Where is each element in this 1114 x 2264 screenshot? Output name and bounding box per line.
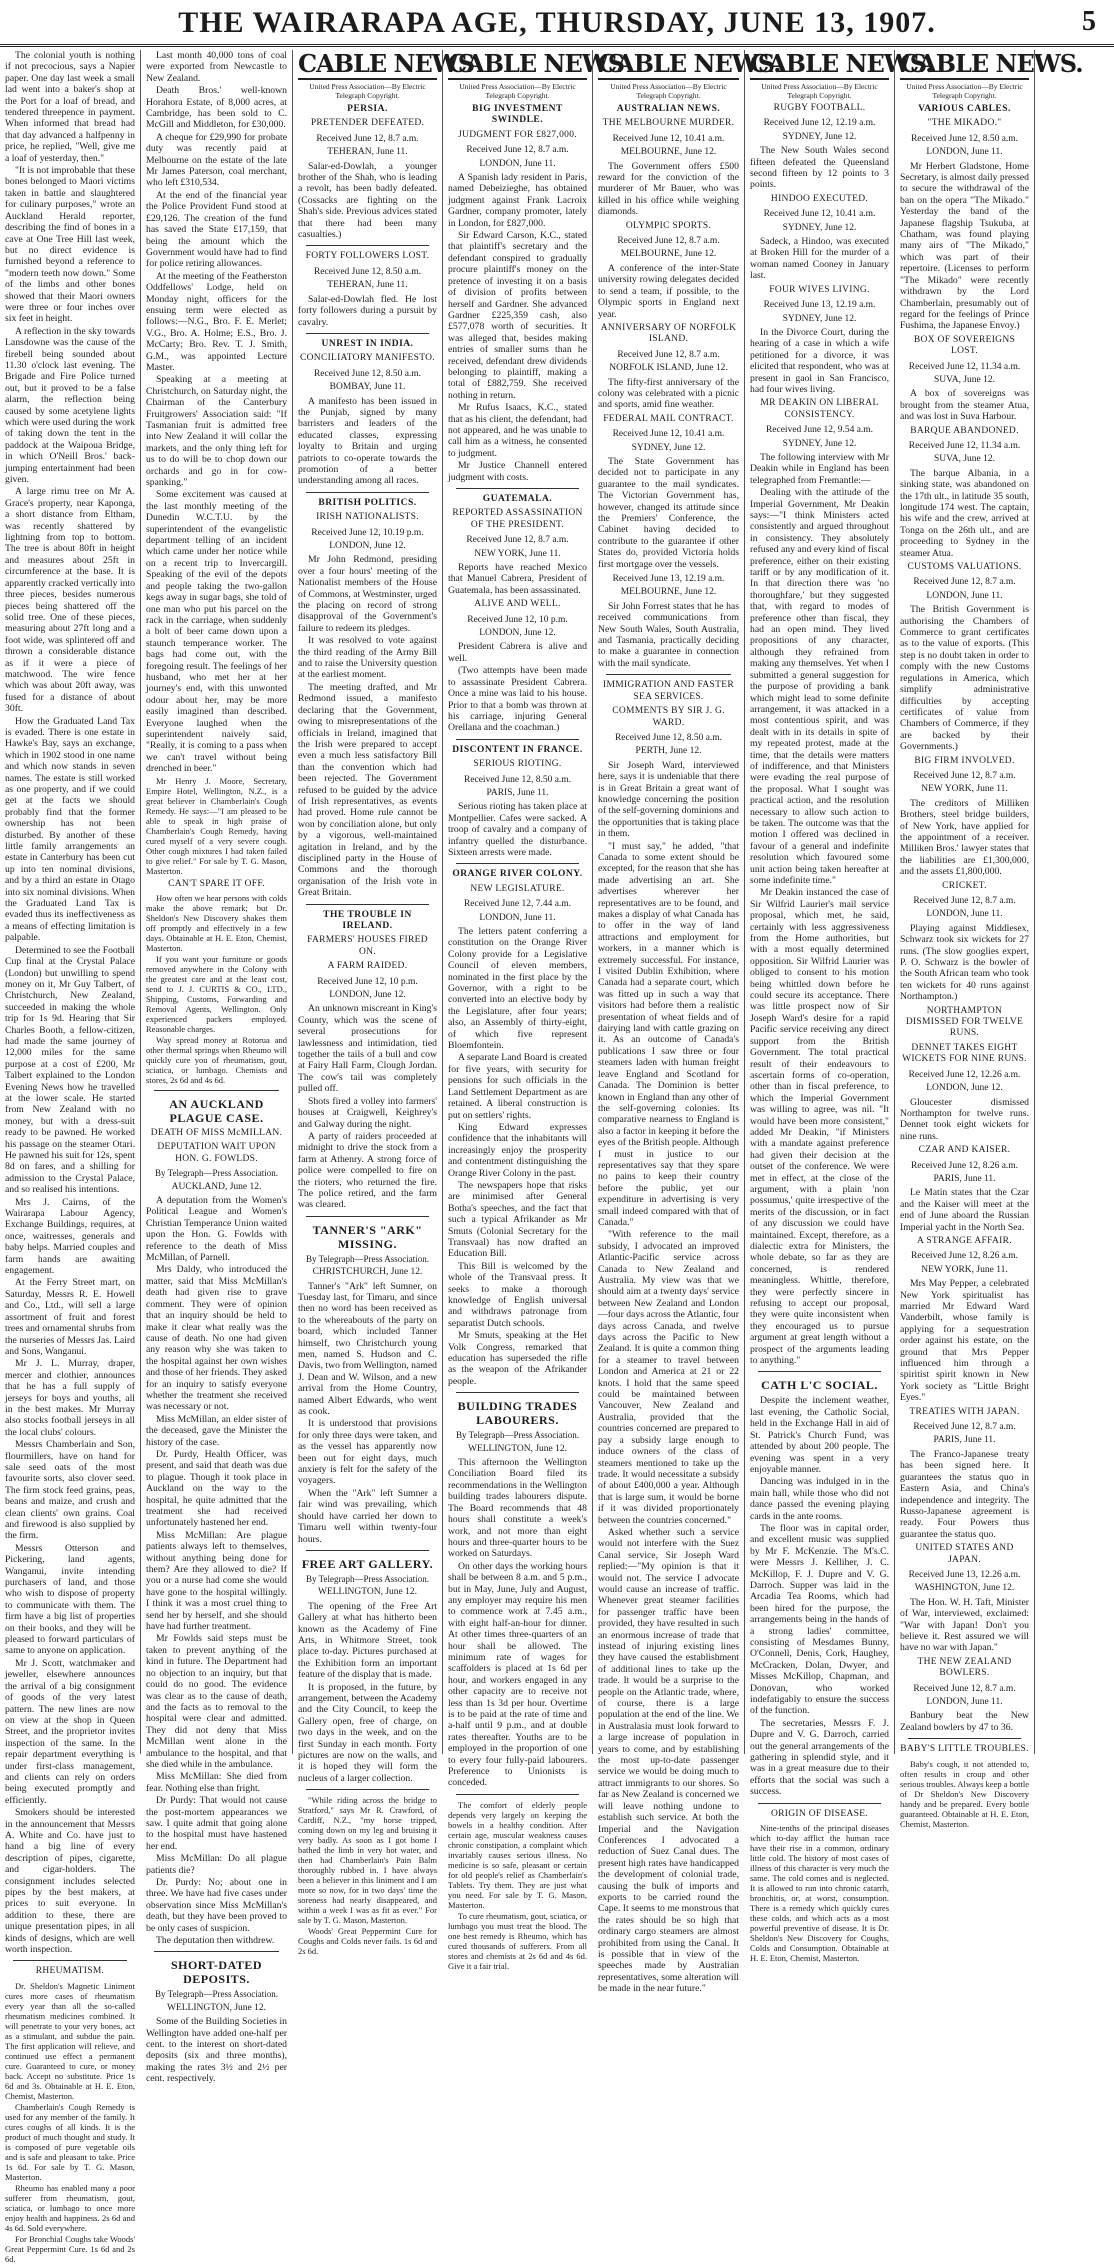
divider	[306, 245, 429, 246]
received-time: Received June 13, 12.19 a.m.	[763, 300, 876, 311]
column-cable-news-3	[592, 49, 781, 1995]
dateline: SYDNEY, June 12.	[782, 313, 857, 324]
divider	[456, 863, 579, 864]
divider	[456, 739, 579, 740]
divider	[456, 1794, 579, 1795]
divider	[306, 1216, 429, 1217]
paragraph: The fifty-first anniversary of the colony was celebrated with a picnic and sports, amid fine weather.	[598, 376, 739, 411]
paragraph: Dr Purdy: That would not cause the post-mortem appearances we saw. I quite admit that going alone to the hospital must have hastened her end.	[146, 1795, 287, 1852]
dateline: SUVA, June 12.	[933, 454, 996, 465]
dateline: TEHERAN, June 11.	[327, 280, 408, 291]
dateline: LONDON, June 11.	[926, 590, 1003, 601]
paragraph: A Spanish lady resident in Paris, named Debeizieghe, has obtained judgment against Frank Lacroix Gardner, company promoter, lately in London, for £827,000.	[448, 172, 587, 229]
paragraph: "With reference to the mail subsidy, I advocated an improved Atlantic-Pacific service across Canada to New Zealand and Australia. My view was that we should aim at a twenty days' service between New Zealand and London—four days across the Atlantic, four days across Canada, and twelve days across the Pacific to New Zealand. It is quite a common thing for a steamer to travel between London and America at 21 or 22 knots. I hold that the same speed could be maintained between Vancouver, New Zealand and Australia, provided that the countries concerned are prepared to pay a subsidy large enough to induce owners of the class of steamers mentioned to take up the trade. It would necessitate a subsidy of about £400,000 a year. Although that is large sum, it would be borne if it was divided proportionately between the countries concerned."	[598, 1229, 739, 1526]
paragraph: Banbury beat the New Zealand bowlers by 47 to 36.	[900, 1710, 1029, 1733]
paragraph: Salar-ed-Dowlah fled. He lost forty followers during a pursuit by cavalry.	[298, 293, 437, 328]
column-cable-news-5	[894, 49, 1083, 1829]
paragraph: Sir Joseph Ward, interviewed here, says it is undeniable that there is in Great Britain a great want of knowledge concerning the position of the self-governing dominions and the opportunities that is taking place in them.	[598, 759, 739, 840]
dateline: NEW YORK, June 11.	[474, 548, 561, 559]
divider	[908, 1738, 1021, 1739]
dateline: LONDON, June 11.	[926, 1697, 1003, 1707]
divider	[456, 1392, 579, 1393]
paragraph: Messrs Chamberlain and Son, flourmillers, have on hand for sale seed oats of the most favourite sorts, also clover seed. The firm stock feed grains, peas, beans and maize, and crush and clean clients' own grains. Coal and firewood is also supplied by the firm.	[5, 1439, 135, 1542]
paragraph: A box of sovereigns was brought from the steamer Atua, and was lost in Suva Harbour.	[900, 388, 1029, 423]
received-time: Received June 12, 7.44 a.m.	[463, 899, 572, 910]
column-cable-news-1	[292, 49, 475, 1957]
paragraph: The creditors of Milliken Brothers, steel bridge builders, of New York, have applied for the appointment of a receiver. Milliken Bros.' lawyer states that the liabilities are £1,300,000, and the assets £1,800,000.	[900, 797, 1029, 878]
paragraph: Miss McMillan: Do all plague patients die?	[146, 1853, 287, 1876]
received-time: Received June 12, 8.7 a.m.	[316, 133, 419, 144]
section-heading: VARIOUS CABLES.	[918, 104, 1011, 114]
dateline: LONDON, June 11.	[926, 909, 1003, 920]
divider	[306, 904, 429, 905]
paragraph: At the Ferry Street mart, on Saturday, Messrs R. E. Howell and Co., Ltd., will sell a large assortment of fruit and forest trees and ornamental shrubs from the nurseries of Messrs Jas. Laird and Sons, Wanganui.	[5, 1277, 135, 1357]
advertisement: Woods' Great Peppermint Cure for Coughs and Colds never fails. 1s 6d and 2s 6d.	[298, 1926, 437, 1957]
dateline: LONDON, June 12.	[329, 541, 406, 551]
section-heading: AUSTRALIAN NEWS.	[616, 104, 721, 114]
column-cable-news-4	[744, 49, 933, 1964]
dateline: AUCKLAND, June 12.	[171, 1181, 262, 1192]
paragraph: On other days the working hours shall be between 8 a.m. and 5 p.m., but in May, June, July and August, any employer may require his men to commence work at 7.45 a.m., with eight half-an-hour for dinner. At other times three-quarters of an hour shall be allowed. The minimum rate of wages for scaffolders is placed at 1s 6d per hour, and workers engaged in any other capacity are to receive not less than 1s 3d per hour. Overtime is to be paid at the rate of time and a-half until 9 p.m., and at double rates thereafter. Youths are to be employed in the proportion of one to every four fully-paid labourers. Preference to Unionists is conceded.	[448, 1560, 587, 1789]
paragraph: The Government offers £500 reward for the conviction of the murderer of Mr Bauer, who was killed in his office while weighing diamonds.	[598, 160, 739, 218]
advertisement: For Bronchial Coughs take Woods' Great Peppermint Cure. 1s 6d and 2s 6d.	[5, 2233, 135, 2264]
dateline: PARIS, June 11.	[933, 1435, 996, 1446]
byline: By Telegraph—Press Association.	[155, 1989, 278, 2000]
paragraph: The Franco-Japanese treaty has been signed here. It guarantees the status quo in Eastern Asia, and China's independence and integrity. The Russo-Japanese agreement is ready. Four Powers thus guarantee the status quo.	[900, 1448, 1029, 1540]
paragraph: The meeting drafted, and Mr Redmond issued, a manifesto declaring that the Government, owing to misrepresentations of the officials in Ireland, imagined that the Irish were prepared to accept even a much less satisfactory Bill than the convention which had been rejected. The Government refused to be guided by the advice of Irish representatives, as events had proved. Home rule cannot be won by conciliation alone, but only by a vigorous, well-maintained agitation in Ireland, and by the disciplined party in the House of Commons and the thorough organisation of the Irish vote in Great Britain.	[298, 681, 437, 899]
paragraph: Dancing was indulged in in the main hall, while those who did not dance passed the evening playing cards in the ante rooms.	[750, 1476, 889, 1522]
section-heading: ORANGE RIVER COLONY.	[452, 869, 583, 880]
advertisement: "While riding across the bridge to Stratford," says Mr R. Crawford, of Cardiff, N.Z., "my horse tripped, coming down on my leg and bruising it very badly. As soon as I got home I bathed the limb in very hot water, and then had Chamberlain's Pain Balm thoroughly rubbed in. I have always been a believer in this liniment and I am more so now, for in two days' time the soreness had nearly disappeared, and within a week I was as fit as ever." For sale by T. G. Mason, Masterton.	[298, 1795, 437, 1926]
paragraph: The State Government has decided not to participate in any guarantee to the mail syndicates. The Victorian Government has, however, changed its attitude since the Premiers' Conference, the Cabinet having decided to contribute to the guarantee if other States do, provided Victoria holds first mortgage over the vessels.	[598, 455, 739, 570]
received-time: Received June 12, 10 p.m.	[467, 614, 568, 625]
article-subheading: JUDGMENT FOR £827,000.	[458, 129, 577, 140]
paragraph: It is understood that provisions for only three days were taken, and as the vessel has apparently now been out for eight days, much anxiety is felt for the safety of the voyagers.	[298, 1418, 437, 1487]
paragraph: Dr. Purdy: No; about one in three. We have had five cases under observation since Miss McMillan's death, but they have been proved to be only cases of suspicion.	[146, 1877, 287, 1934]
dateline: WELLINGTON, June 12.	[467, 1443, 568, 1454]
article-subheading: RUGBY FOOTBALL.	[773, 103, 866, 113]
article-headline: TANNER'S "ARK" MISSING.	[312, 1222, 423, 1251]
paragraph: Mr Smuts, speaking at the Het Volk Congress, remarked that education has superseded the rifle as the weapon of the Afrikander people.	[448, 1330, 587, 1387]
paragraph: Asked whether such a service would not interfere with the Suez Canal service, Sir Joseph Ward replied:—"My opinion is that it would not. The service I advocate would cause an increase of traffic. Whenever great steamer facilities for passenger traffic have been provided, they have resulted in such an enormous increase of trade that instead of injuring existing lines they have caused the establishment of additional lines to take up the trade. It would be a surprise to the people on the Atlantic trade, where, of course, there is a large population at the end of the line. We in Australasia must look forward to a large increase of population in years to come, and by establishing the most up-to-date passenger service we would be doing much to attract immigrants to our shores. So far as New Zealand is concerned we will leave nothing undone to establish such service. At both the Imperial and the Navigation Conferences I advocated a reduction of Suez Canal dues. The present high rates have handicapped the development of colonial trade, causing the bulk of imports and exports to be carried round the Cape. It seems to me monstrous that the rates should be so high that ordinary cargo steamers are almost prohibited from using the Canal. It is possible that in view of the speeches made by Australian representatives, some alteration will be made in the near future."	[598, 1526, 739, 1995]
received-time: Received June 12, 8.7 a.m.	[617, 349, 720, 360]
paragraph: At the end of the financial year the Police Provident Fund stood at £29,126. The creation of the fund has saved the State £17,159, that being the amount which the Government would have had to find for police retiring allowances.	[146, 189, 287, 270]
article-subheading: "THE MIKADO."	[927, 118, 1002, 129]
received-time: Received June 13, 12.19 a.m.	[612, 574, 725, 585]
received-time: Received June 12, 10 p.m.	[317, 976, 418, 987]
paragraph: Sir Edward Carson, K.C., stated that plaintiff's secretary and the defendant conspired to gradually procure plaintiff's money on the pretence of investing it on a basis of division of profits between herself and Gardner. She advanced Gardner £225,359 cash, also £577,078 worth of securities. It was alleged that, besides making entries of smaller sums than he received, defendant drew dividends belonging to plaintiff, making a total of £882,759. She received nothing in return.	[448, 230, 587, 401]
dateline: LONDON, June 12.	[479, 628, 556, 639]
dateline: PARIS, June 11.	[933, 1173, 996, 1184]
advertisement: Dr. Sheldon's Magnetic Liniment cures more cases of rheumatism every year than all the so-called rheumatism medicines combined. It will penetrate to your very bones, act as a stimulant, and subdue the pain. The first application will relieve, and continued use effect a permanent cure. Guaranteed to cure, or money back. Accept no substitute. Price 1s 6d and 3s. Obtainable at H. E. Eton, Chemist, Masterton.	[5, 1980, 135, 2101]
article-subheading: IRISH NATIONALISTS.	[316, 512, 419, 523]
column-local-news-2	[140, 50, 292, 2085]
paragraph: Sadeck, a Hindoo, was executed at Broken Hill for the murder of a woman named Cooney in January last.	[750, 236, 889, 282]
paragraph: Playing against Middlesex, Schwarz took six wickets for 27 runs. (The slow googlies expert, P. O. Schwarz is the bowler of the South African team who took ten wickets for 40 runs against Northampton.)	[900, 922, 1029, 1003]
paragraph: The Hon. W. H. Taft, Minister of War, interviewed, exclaimed: "War with Japan! Don't you believe it. Rest assured we will have no war with Japan."	[900, 1596, 1029, 1654]
section-heading: UNREST IN INDIA.	[321, 338, 414, 349]
advertisement: Way spread money at Rotorua and other thermal springs when Rheumo will quickly cure you of rheumatism, gout, sciatica, or lumbago. Chemists and stores, 2s 6d and 4s 6d.	[146, 1035, 287, 1085]
paragraph: Mr Herbert Gladstone, Home Secretary, is almost daily pressed to secure the withdrawal of the ban on the opera "The Mikado." Yesterday the band of the Japanese flagship Tsukuba, at Chatham, was found playing many airs of "The Mikado," which was part of their repertoire. (Licenses to perform "The Mikado" were recently withdrawn by the Lord Chamberlain, presumably out of regard for the feelings of Prince Fushima, the Japanese Envoy.)	[900, 160, 1029, 332]
paragraph: Dealing with the attitude of the Imperial Government, Mr Deakin says:—"I think Ministers acted consistently and argued throughout in consistency. They absolutely refused any and every kind of fiscal preference, either on their existing tariff or by any modification of it. In that direction there was 'no thoroughfare,' but they suggested that, with regard to modes of preference other than fiscal, they had an open mind. They lived propositions of any character, although they refrained from making any themselves. Yet when I submitted a general suggestion for the purpose of providing a bank which might lead to some definite arrangement, it was attacked in a most contentious spirit, and was dealt with in its details in spite of my repeated protest, made at the time, that the details were matters of indifference, and that Ministers were evading the real purpose of the proposal. What I sought was practical action, and the resolution necessary to allow such action to be taken. The outcome was that the motion I offered was declined in favour of a general and indefinite resolution which favoured some unit action being taken hereafter at some indefinite time."	[750, 487, 889, 886]
article-subheading: CUSTOMS VALUATIONS.	[907, 562, 1022, 573]
dateline: NEW YORK, June 11.	[921, 784, 1008, 795]
newspaper-title: THE WAIRARAPA AGE, THURSDAY, JUNE 13, 1907.	[178, 6, 936, 39]
received-time: Received June 12, 10.41 a.m.	[763, 209, 876, 220]
paragraph: Speaking at a meeting at Christchurch, on Saturday night, the Chairman of the Canterbury Fruitgrowers' Association said: "If Tasmanian fruit is admitted free into New Zealand it will collar the markets, and the only thing left for us to do will be to chop down our orchards and go in for cow-spanking."	[146, 374, 287, 489]
paragraph: The floor was in capital order, and excellent music was supplied by Mr F. McKenzie. The M's.C. were Messrs J. Kelliher, J. C. McKillop, F. J. Dupre and V. G. Darroch. Supper was laid in the Arcadia Tea Rooms, which had been hired for the purpose, the arrangements being in the hands of a strong ladies' committee, consisting of Mesdames Bunny, O'Connell, Denis, Cork, Haughey, McCracken, Dolan, Dwyer, and Misses McKillop, Chapman, and Donovan, who worked indefatigably to ensure the success of the function.	[750, 1522, 889, 1717]
article-subheading: BIG FIRM INVOLVED.	[914, 755, 1015, 766]
cable-news-banner: CABLE NEWS.	[598, 49, 781, 78]
paragraph: Reports have reached Mexico that Manuel Cabrera, President of Guatemala, has been assassinated.	[448, 562, 587, 596]
received-time: Received June 12, 9.54 a.m.	[765, 425, 874, 436]
column-margin	[1034, 50, 1114, 1754]
advertisement: Rheumo has enabled many a poor sufferer from rheumatism, gout, sciatica, or lumbago to once more enjoy health and happiness. 2s 6d and 4s 6d. Sold everywhere.	[5, 2182, 135, 2233]
paragraph: Sir John Forrest states that he has received communications from New South Wales, South Australia, and Tasmania, practically deciding to make a guarantee in connection with the mail syndicate.	[598, 600, 739, 669]
section-heading: BIG INVESTMENT SWINDLE.	[472, 104, 563, 126]
divider	[306, 1789, 429, 1790]
paragraph: President Cabrera is alive and well.	[448, 641, 587, 664]
received-time: Received June 12, 8.50 a.m.	[313, 368, 422, 379]
received-time: Received June 12, 10.19 p.m.	[311, 527, 424, 538]
paragraph: It is proposed, in the future, by arrangement, between the Academy and the City Council, to keep the Gallery open, free of charge, on two days in the week, and on the first Sunday in each month. Forty pictures are now on the walls, and it is hoped they will form the nucleus of a larger collection.	[298, 1681, 437, 1784]
received-time: Received June 12, 8.50 a.m.	[463, 774, 572, 785]
paragraph: How the Graduated Land Tax is evaded. There is one estate in Hawke's Bay, says an exchange, which in 1902 stood in one name and which now stands in seven names. The estate is still worked as one property, and if we could get at the facts we should probably find that the former ownership has not been disturbed. By another of these little family arrangements an estate in Canterbury has been cut up into ten nominal divisions, and by a third an estate in Otago into six nominal divisions. When the Graduated Land Tax is evaded thus its ineffectiveness as a means of effecting limitation is palpable.	[5, 715, 135, 944]
divider	[13, 1960, 127, 1961]
paragraph: Tanner's "Ark" left Sumner, on Tuesday last, for Timaru, and since then no word has been received as to the whereabouts of the party on board, which included Tanner himself, two Christchurch young men, named S. Hudson and C. Davis, two from Wellington, named J. Dean and W. Wilson, and a new arrival from the Home Country, named Albert Edwards, who went as cook.	[298, 1280, 437, 1418]
received-time: Received June 12, 12.26 a.m.	[908, 1069, 1021, 1080]
press-association-credit: United Press Association—By Electric Telegraph Copyright.	[761, 82, 878, 100]
received-time: Received June 12, 8.50 a.m.	[910, 133, 1019, 144]
section-heading: DISCONTENT IN FRANCE.	[452, 744, 583, 755]
received-time: Received June 12, 8.7 a.m.	[913, 896, 1016, 906]
received-time: Received June 12, 8.7 a.m.	[913, 1422, 1016, 1433]
dateline: PERTH, June 12.	[635, 746, 702, 757]
article-subheading: A STRANGE AFFAIR.	[917, 1235, 1012, 1246]
paragraph: The barque Albania, in a sinking state, was abandoned on the 17th ult., in latitude 35 south, longitude 174 west. The captain, his wife and the crew, arrived at Tonga on the 26th ult., and are proceeding to Sydney in the steamer Atua.	[900, 467, 1029, 559]
paragraph: Messrs Otterson and Pickering, land agents, Wanganui, invite intending purchasers of land, and those who wish to dispose of property to communicate with them. The firm have a big list of properties on their books, and they will be pleased to forward particulars of same to anyone on application.	[5, 1542, 135, 1657]
article-subheading: FEDERAL MAIL CONTRACT.	[603, 413, 734, 424]
paragraph: In the Divorce Court, during the hearing of a case in which a wife petitioned for a divorce, it was elicited that respondent, who was at present in gaol in San Francisco, had four wives living.	[750, 326, 889, 395]
column-local-news	[0, 50, 140, 2264]
paragraph: Mr Rufus Isaacs, K.C., stated that as his client, the defendant, had not appeared, and he was unable to call him as a witness, he consented to judgment.	[448, 402, 587, 459]
paragraph: Serious rioting has taken place at Montpellier. Cafes were sacked. A troop of cavalry and a company of infantry quelled the disturbance. Sixteen arrests were made.	[448, 801, 587, 858]
ad-heading: ORIGIN OF DISEASE.	[771, 1808, 868, 1819]
article-headline: CATH L'C SOCIAL.	[761, 1378, 878, 1393]
divider	[456, 488, 579, 489]
advertisement: How often we hear persons with colds make the above remark; but Dr. Sheldon's New Discovery shakes them off promptly and effectively in a few days. Obtainable at H. E. Eton, Chemist, Masterton.	[146, 893, 287, 953]
article-subheading: MR DEAKIN ON LIBERAL CONSISTENCY.	[760, 398, 879, 420]
dateline: LONDON, June 12.	[329, 990, 406, 1001]
paragraph: A deputation from the Women's Political League and Women's Christian Temperance Union waited upon the Hon. G. Fowlds with reference to the death of Miss McMillan, of Parnell.	[146, 1195, 287, 1264]
paragraph: "It is not improbable that these bones belonged to Maori victims taken in battle and slaughtered for culinary purposes," wrote an Auckland Herald reporter, describing the find of bones in a cave at One Tree Hill last week, but no direct evidence is furnished beyond a reference to "modern teeth now down." Some of the limbs and other bones showed that their Maori owners were three or four inches over six feet in height.	[5, 165, 135, 325]
paragraph: Le Matin states that the Czar and the Kaiser will meet at the end of June aboard the Russian Imperial yacht in the North Sea.	[900, 1187, 1029, 1233]
paragraph: Mr J. Scott, watchmaker and jeweller, elsewhere announces the arrival of a big consignment of goods of the very latest pattern. The new lines are now on view at the shop in Queen Street, and the proprietor invites inspection of the same. In the repair department everything is under first-class management, and clients can rely on orders being executed promptly and efficiently.	[5, 1657, 135, 1806]
divider	[306, 492, 429, 493]
dateline: SYDNEY, June 12.	[782, 222, 857, 233]
paragraph: Miss McMillan: She died from fear. Nothing else than fright.	[146, 1771, 287, 1794]
masthead	[0, 0, 1114, 47]
paragraph: Mr J. L. Murray, draper, mercer and clothier, announces that he has a full supply of jerseys for boys and youths, all in the best makes. Mr Murray also stocks football jerseys in all the local clubs' colours.	[5, 1358, 135, 1438]
paragraph: A cheque for £29,990 for probate duty was recently paid at Melbourne on the estate of the late Mr James Paterson, coal merchant, who left £310,534.	[146, 131, 287, 189]
paragraph: The colonial youth is nothing if not precocious, says a Napier paper. One day last week a small lad went into a baker's shop at the Port for a loaf of bread, and tendered threepence in payment. When informed that bread had that day advanced a halfpenny in price, he replied, "Well, give me a loaf of yesterday, then."	[5, 50, 135, 164]
article-subheading: REPORTED ASSASSINATION OF THE PRESIDENT.	[452, 508, 583, 530]
article-subheading: DEPUTATION WAIT UPON HON. G. FOWLDS.	[157, 1142, 276, 1164]
received-time: Received June 12, 10.41 a.m.	[612, 429, 725, 440]
paragraph: A separate Land Board is created for five years, with security for pensions for such officials in the Land Settlement Department as are retained. A liberal construction is put on settlers' rights.	[448, 1052, 587, 1121]
dateline: LONDON, June 12.	[926, 1083, 1003, 1094]
divider	[154, 1951, 279, 1952]
advertisement: To cure rheumatism, gout, sciatica, or lumbago you must treat the blood. The one best remedy is Rheumo, which has cured thousands of sufferers. From all stores and chemists at 2s 6d and 4s 6d. Give it a fair trial.	[448, 1910, 587, 1971]
dateline: LONDON, June 11.	[479, 158, 556, 169]
article-subheading: BARQUE ABANDONED.	[910, 425, 1019, 436]
article-subheading: THE MELBOURNE MURDER.	[602, 118, 735, 129]
divider	[154, 1090, 279, 1091]
article-subheading: SERIOUS RIOTING.	[473, 759, 562, 770]
divider	[606, 674, 731, 675]
cable-news-banner: CABLE NEWS	[448, 49, 625, 78]
paragraph: Mr Fowlds said steps must be taken to prevent anything of the kind in future. The Department had no objection to an inquiry, but that could do no good. The evidence was clear as to the cause of death, and the facts as to removal to the hospital were clear and admitted. They did not deny that Miss McMillan went alone in the ambulance to the hospital, and that she died while in the ambulance.	[146, 1633, 287, 1770]
article-headline: SHORT-DATED DEPOSITS.	[170, 1958, 263, 1987]
advertisement: Baby's cough, it not attended to, often results in croup and other serious troubles. Always keep a bottle of Dr Sheldon's New Discovery handy and be prepared. Every bottle guaranteed. Obtainable at H. E. Eton, Chemist, Masterton.	[900, 1758, 1029, 1829]
dateline: NEW YORK, June 11.	[921, 1264, 1008, 1275]
paragraph: Mrs J. Cairns, of the Wairarapa Labour Agency, Exchange Buildings, requires, at once, waitresses, generals and baby helps. Married couples and farm hands are awaiting engagement.	[5, 1196, 135, 1277]
dateline: SUVA, June 12.	[933, 374, 996, 385]
paragraph: At the meeting of the Featherston Oddfellows' Lodge, held on Monday night, officers for the ensuing term were elected as follows:—N.G., Bro. F. E. Merlet; V.G., Bro. A. Holme; E.S., Bro. J. McCarty; Bro. Rev. T. J. Smith, G.M., was appointed Lecture Master.	[146, 270, 287, 373]
paragraph: A large rimu tree on Mr A. Grace's property, near Kaponga, a short distance from Eltham, was recently shattered by lightning from top to bottom. The tree is about 80ft in height and measures about 25ft in circumference at the base. It is apparently cracked vertically into three pieces, besides numerous pieces being shattered off the solid tree. One of these pieces, measuring about 27ft long and a foot wide, was splintered off and thrown a considerable distance as if it were a piece of matchwood. The wire fence which was about 20ft away, was fused for a distance of about 30ft.	[5, 486, 135, 715]
section-heading: GUATEMALA.	[482, 494, 553, 504]
section-heading: THE TROUBLE IN IRELAND.	[323, 909, 412, 931]
paragraph: Determined to see the Football Cup final at the Crystal Palace (London) but unwilling to spend money on it, Mr Guy Talbert, of Christchurch, New Zealand, succeeded in making the whole trip for 1s 9d. Hearing that Sir Charles Booth, a fellow-citizen, had made the same journey of 12,000 miles for the same purpose at a cost of £200, Mr Talbert explained to the London Evening News how he travelled at the lower scale. He started from New Zealand with no money, but with a dress-suit ready to be pawned. He worked his passage on the steamer Otari. He pawned his suit for 12s, spent 8d on fares, and a shilling for admission to the Crystal Palace, and so realised his intentions.	[5, 944, 135, 1196]
received-time: Received June 12, 12.19 a.m.	[763, 118, 876, 129]
advertisement: Chamberlain's Cough Remedy is used for any member of the family. It cures coughs of all kinds. It is the product of much thought and study. It is composed of pure vegetable oils and is safe and pleasant to take. Price 1s 6d. For sale by T. G. Mason, Masterton.	[5, 2101, 135, 2182]
article-subheading: OLYMPIC SPORTS.	[625, 220, 712, 231]
dateline: MELBOURNE, June 12.	[620, 249, 717, 260]
article-headline: BUILDING TRADES LABOURERS.	[457, 1399, 578, 1428]
paragraph: A manifesto has been issued in the Punjab, signed by many barristers and leaders of the educated classes, expressing loyalty to Britain and urging patriots to co-operate towards the promotion of a better understanding among all races.	[298, 395, 437, 487]
paragraph: A conference of the inter-State university rowing delegates decided to send a team, if possible, to the Olympic sports in England next year.	[598, 262, 739, 320]
received-time: Received June 12, 8.26 a.m.	[910, 1251, 1019, 1262]
dateline: CHRISTCHURCH, June 12.	[312, 1267, 423, 1278]
press-association-credit: United Press Association—By Electric Telegraph Copyright.	[309, 82, 426, 100]
paragraph: Dr. Purdy, Health Officer, was present, and said that death was due to plague. Though it took place in Auckland on the way to the hospital, he quite admitted that the treatment she had received unfortunately hastened her end.	[146, 1448, 287, 1529]
paragraph: Shots fired a volley into farmers' houses at Craigwell, Keighrey's and Galway during the night.	[298, 1095, 437, 1130]
paragraph: This afternoon the Wellington Conciliation Board filed its recommendations in the Wellington building trades labourers dispute. The Board recommends that 48 hours shall constitute a week's work, and not more than eight hours and three-quarter hours to be worked on Saturdays.	[448, 1457, 587, 1560]
ad-heading: CAN'T SPARE IT OFF.	[168, 878, 265, 889]
article-subheading: CZAR AND KAISER.	[918, 1145, 1011, 1156]
paragraph: The opening of the Free Art Gallery at what has hitherto been known as the Academy of Fine Arts, in Whitmore Street, took place to-day. Pictures purchased at the Exhibition form an important feature of the display that is made.	[298, 1600, 437, 1681]
article-subheading: CRICKET.	[942, 880, 987, 891]
article-subheading: ANNIVERSARY OF NORFOLK ISLAND.	[600, 322, 737, 345]
paragraph: Last month 40,000 tons of coal were exported from Newcastle to New Zealand.	[146, 50, 287, 84]
byline: By Telegraph—Press Association.	[155, 1168, 278, 1179]
article-headline: AN AUCKLAND PLAGUE CASE.	[169, 1097, 264, 1125]
paragraph: Despite the inclement weather, last evening, the Catholic Social, held in the Exchange Hall in aid of St. Patrick's Church Fund, was attended by about 200 people. The evening was spent in a very enjoyable manner.	[750, 1395, 889, 1475]
article-subheading: BOX OF SOVEREIGNS LOST.	[913, 334, 1016, 357]
page-number: 5	[1082, 6, 1096, 37]
ad-heading: BABY'S LITTLE TROUBLES.	[900, 1744, 1029, 1755]
article-subheading: DENNET TAKES EIGHT WICKETS FOR NINE RUNS.	[902, 1042, 1027, 1065]
article-subheading: CONCILIATORY MANIFESTO.	[300, 353, 435, 364]
byline: By Telegraph—Press Association.	[456, 1430, 579, 1441]
dateline: WELLINGTON, June 12.	[166, 2002, 267, 2013]
received-time: Received June 12, 8.7 a.m.	[913, 577, 1016, 588]
received-time: Received June 12, 8.7 a.m.	[913, 770, 1016, 781]
article-subheading: THE NEW ZEALAND BOWLERS.	[917, 1656, 1012, 1679]
section-heading: BRITISH POLITICS.	[318, 497, 417, 508]
byline: By Telegraph—Press Association.	[306, 1573, 429, 1584]
paragraph: Some excitement was caused at the last monthly meeting of the Dunedin W.C.T.U. by the superintendent of the evangelistic department telling of an incident which came under her notice while on a recent trip to Invercargill. Speaking of the evil of the depots and people taking the two-gallon kegs away in sugar bags, she told of one man who put his parcel on the rack in the carriage, when suddenly a bolt of beer came down upon a staunch temperance worker. The bags had come out, with the foregoing result. The feelings of her husband, who met her at her journey's end, with this unwonted odour about her, may be more easily imagined than described. Everyone laughed when the superintendent naively said, "Really, it is coming to a pass when we can't travel without being drenched in beer."	[146, 489, 287, 775]
received-time: Received June 12, 8.7 a.m.	[913, 1683, 1016, 1694]
column-cable-news-2	[442, 49, 625, 1971]
article-subheading: UNITED STATES AND JAPAN.	[915, 1543, 1014, 1565]
paragraph: Mrs Daldy, who introduced the matter, said that Miss McMillan's death had given rise to grave comment. They were of opinion that an inquiry should be held to make it clear what really was the cause of death. No one had given any reason why she was taken to the hospital against her own wishes and those of her friends. They asked for an inquiry to satisfy everyone whether the treatment she received was necessary or not.	[146, 1264, 287, 1413]
byline: By Telegraph—Press Association.	[306, 1253, 429, 1264]
paragraph: Mrs May Pepper, a celebrated New York spiritualist has married Mr Edward Ward Vanderbilt, whose family is applying for a sequestration order against his estate, on the ground that Mrs Pepper influenced him through a spiritist spirit known in New York society as "Little Bright Eyes."	[900, 1278, 1029, 1404]
dateline: WASHINGTON, June 12.	[914, 1583, 1015, 1594]
paragraph: Death Bros.' well-known Horahora Estate, of 8,000 acres, at Cambridge, has been sold to C. McGill and Middleton, for £30,000.	[146, 85, 287, 131]
article-subheading: ALIVE AND WELL.	[474, 599, 561, 610]
article-subheading: FOUR WIVES LIVING.	[769, 284, 870, 295]
article-subheading: TREATIES WITH JAPAN.	[909, 1406, 1020, 1417]
article-subheading: A FARM RAIDED.	[327, 961, 408, 972]
paragraph: The following interview with Mr Deakin while in England has been telegraphed from Fremantle:—	[750, 451, 889, 486]
paragraph: Mr Justice Channell entered judgment with costs.	[448, 460, 587, 483]
received-time: Received June 12, 11.34 a.m.	[908, 361, 1021, 372]
press-association-credit: United Press Association—By Electric Telegraph Copyright.	[610, 82, 727, 100]
received-time: Received June 13, 12.26 a.m.	[908, 1569, 1021, 1580]
received-time: Received June 12, 8.7 a.m.	[466, 535, 569, 546]
dateline: NORFOLK ISLAND, June 12.	[609, 363, 728, 374]
paragraph: An unknown miscreant in King's County, which was the scene of several prosecutions for lawlessness and intimidation, tied together the tails of a bull and cow at Fairy Hall Farm, Clough Jordan. The cow's tail was completely pulled off.	[298, 1003, 437, 1095]
paragraph: Smokers should be interested in the announcement that Messrs A. White and Co. have just to hand a big line of every description of pipes, cigarette, and cigar-holders. The consignment includes selected pipes by the best makers, at prices to suit everyone. In addition to these, there are unique presentation pipes, in all kinds of designs, which are well worth inspection.	[5, 1807, 135, 1956]
received-time: Received June 12, 8.26 a.m.	[910, 1160, 1019, 1171]
dateline: LONDON, June 11.	[926, 147, 1003, 158]
paragraph: Mr Deakin instanced the case of Sir Wilfrid Laurier's mail service proposal, which met, he said, certainly with less aggressiveness from the Home authorities, but with a most equally determined opposition. Sir Wilfrid Laurier was obliged to consent to his motion being whittled down before he could secure its acceptance. There was little prospect now of Sir Joseph Ward's desire for a rapid Pacific service receiving any direct support from the British Government. The total practical result of their endeavours to ascertain forms of co-operation, other than in fiscal preference, to which the Imperial Government was willing to agree, was nil. "It would have been more consistent," added Mr Deakin, "if Ministers with a mandate against preference had given their decision at the outset of the conference. We were met in effect, at the close of the argument, with a plain 'non possumus,' quite irrespective of the merits of the discussion, or in fact of any discussion we could have maintained. Except, therefore, as a dialectic extra for Ministers, the whole debate, so far as they are concerned, is rendered meaningless. Whittle, therefore, they were perfectly sincere in refusing to accept our proposal, they were quite inconsistent when they encouraged us to pursue argument at great length without a prospect of the arguments leading to anything."	[750, 887, 889, 1367]
dateline: LONDON, June 11.	[479, 912, 556, 923]
section-heading: PERSIA.	[347, 104, 388, 114]
advertisement: The comfort of elderly people depends very largely on keeping the bowels in a healthy condition. After certain age, muscular weakness causes chronic constipation, a complaint which invariably causes serious illness. No medicine is so safe, pleasant or certain for old people's relief as Chamberlain's Tablets. Try them. They are just what you need. For sale by T. G. Mason, Masterton.	[448, 1799, 587, 1910]
paragraph: The New South Wales second fifteen defeated the Queensland second fifteen by 12 points to 3 points.	[750, 145, 889, 191]
article-subheading: NEW LEGISLATURE.	[470, 883, 565, 894]
divider	[306, 1550, 429, 1551]
advertisement: Nine-tenths of the principal diseases which to-day afflict the human race have their rise in a common, ordinary little cold. The history of most cases of illness of this character is very much the same. The cold comes and is neglected. It is allowed to run into chronic catarrh, bronchitis, or, at worst, consumption. There is a remedy which quickly cures these colds, and which acts as a most powerful preventive of disease. It is Dr. Sheldon's New Discovery for Coughs, Colds and Consumption. Obtainable at H. E. Eton, Chemist, Masterton.	[750, 1823, 889, 1964]
dateline: BOMBAY, June 11.	[329, 382, 406, 393]
dateline: SYDNEY, June 12.	[782, 131, 857, 142]
received-time: Received June 12, 11.34 a.m.	[908, 440, 1021, 451]
article-subheading: NORTHAMPTON DISMISSED FOR TWELVE RUNS.	[905, 1005, 1024, 1039]
dateline: SYDNEY, June 12.	[631, 442, 706, 453]
paragraph: Mr John Redmond, presiding over a four hours' meeting of the Nationalist members of the House of Commons, at Westminster, urged the placing on record of strong disapproval of the Government's failure to redeem its pledges.	[298, 554, 437, 634]
paragraph: A party of raiders proceeded at midnight to drive the stock from a farm at Athenry. A strong force of police were compelled to fire on the rioters, who returned the fire. The police retired, and the farm was cleared.	[298, 1130, 437, 1211]
paragraph: Gloucester dismissed Northampton for twelve runs. Dennet took eight wickets for nine runs.	[900, 1096, 1029, 1142]
paragraph: (Two attempts have been made to assassinate President Cabrera. Once a mine was laid to his house. Prior to that a bomb was thrown at his carriage, injuring General Orellana and the coachman.)	[448, 665, 587, 734]
dateline: TEHERAN, June 11.	[327, 147, 408, 158]
divider	[306, 333, 429, 334]
cable-news-banner: CABLE NEWS.	[900, 49, 1083, 78]
paragraph: Salar-ed-Dowlah, a younger brother of the Shah, who is leading a revolt, has been badly defeated. (Cossacks are fighting on the Shah's side. Previous advices stated that there had been many casualties.)	[298, 160, 437, 241]
paragraph: Miss McMillan: Are plague patients always left to themselves, without anything being done for them? Are they allowed to die? If you or a nurse had come she would have gone to the hospital willingly. I think it was a most cruel thing to send her by herself, and she should have had further treatment.	[146, 1529, 287, 1633]
received-time: Received June 12, 8.50 a.m.	[614, 732, 723, 743]
paragraph: A reflection in the sky towards Lansdowne was the cause of the firebell being sounded about 11.30 o'clock last evening. The Brigade and Fire Police turned out, but it proved to be a false alarm, the reflection being caused by some acetylene lights which were used during the work of taking down the tent in the paddock at the Waipoua Bridge, in which O'Neill Bros.' back-jumping entertainment had been given.	[5, 325, 135, 486]
paragraph: The British Government is authorising the Chambers of Commerce to grant certificates as to the value of exports. (This step is no doubt taken in order to comply with the new Customs regulations in America, which simplify administrative difficulties by accepting certificates of value from Chambers of Commerce, if they are backed by their Governments.)	[900, 604, 1029, 753]
paragraph: The deputation then withdrew.	[156, 1935, 275, 1947]
dateline: SYDNEY, June 12.	[782, 438, 857, 449]
article-subheading: FARMERS' HOUSES FIRED ON.	[307, 935, 428, 957]
paragraph: The secretaries, Messrs F. J. Dupre and V. G. Darroch, carried out the general arrangements of the gathering in splendid style, and it was in a great measure due to their efforts that the social was such a success.	[750, 1717, 889, 1798]
dateline: MELBOURNE, June 12.	[620, 147, 717, 158]
paragraph: When the "Ark" left Sumner a fair wind was prevailing, which should have carried her down to Timaru well within twenty-four hours.	[298, 1487, 437, 1545]
advertisement: Mr Henry J. Moore, Secretary, Empire Hotel, Wellington, N.Z., is a great believer in Chamberlain's Cough Remedy. He says:—"I am pleased to be able to speak in high praise of Chamberlain's Cough Remedy, having cured myself of a very severe cough. Other cough mixtures I had taken failed to give relief." For sale by T. G. Mason, Masterton.	[146, 775, 287, 876]
received-time: Received June 12, 8.7 a.m.	[466, 145, 569, 156]
paragraph: Miss McMillan, an elder sister of the deceased, gave the Minister the history of the case.	[146, 1413, 287, 1448]
press-association-credit: United Press Association—By Electric Telegraph Copyright.	[906, 82, 1023, 100]
article-subheading: HINDOO EXECUTED.	[770, 193, 869, 204]
article-subheading: DEATH OF MISS McMILLAN.	[150, 1128, 283, 1138]
article-subheading: FORTY FOLLOWERS LOST.	[305, 251, 430, 262]
paragraph: Some of the Building Societies in Wellington have added one-half per cent. to the interest on short-dated deposits (six and three months), making the rates 3½ and 2½ per cent. respectively.	[146, 2016, 287, 2085]
paragraph: "I must say," he added, "that Canada to some extent should be excepted, for the reason that she has made advertising an art. She advertises wherever her representatives are to be found, and makes a display of what Canada has to offer in the way of land attractions and employment for workers, in a manner which is extremely successful. For instance, I visited Dublin Exhibition, where Canada had a separate court, which was fitted up in such a way that visitors had before them a realistic presentation of wheat fields and of dairying land with cattle grazing on it. As an outcome of Canada's publications I saw three or four steamers laden with human freight leave England and Scotland for Canada. The Dominion is better known in England than any other of the self-governing colonies. Its comparative nearness to England is also a factor in keeping it before the eyes of the British people. Although I must in justice to our representatives say that they spare no pains to keep their country before the public, yet our expenditure in advertising is very small indeed compared with that of Canada."	[598, 840, 739, 1228]
article-subheading: IMMIGRATION AND FASTER SEA SERVICES.	[603, 680, 734, 702]
advertisement: If you want your furniture or goods removed anywhere in the Colony with the greatest care and at the least cost, send to J. J. CURTIS & CO., LTD., Shipping, Customs, Forwarding and Removal Agents, Wellington. Only experienced packers employed. Reasonable charges.	[146, 954, 287, 1034]
press-association-credit: United Press Association—By Electric Telegraph Copyright.	[459, 82, 576, 100]
dateline: PARIS, June 11.	[486, 787, 549, 798]
dateline: MELBOURNE, June 12.	[620, 587, 717, 598]
divider	[758, 1803, 881, 1804]
cable-news-banner: CABLE NEWS	[298, 49, 475, 78]
ad-heading: RHEUMATISM.	[35, 1966, 105, 1977]
paragraph: King Edward expresses confidence that the inhabitants will increasingly enjoy the prosperity and contentment distinguishing the Orange River Colony in the past.	[448, 1121, 587, 1179]
paragraph: It was resolved to vote against the third reading of the Army Bill and to raise the University question at the earliest moment.	[298, 635, 437, 681]
dateline: WELLINGTON, June 12.	[317, 1587, 418, 1598]
received-time: Received June 12, 8.7 a.m.	[617, 236, 720, 247]
article-subheading: PRETENDER DEFEATED.	[310, 118, 425, 129]
paragraph: The letters patent conferring a constitution on the Orange River Colony provide for a Legislative Council of eleven members, nominated in the first place by the Governor, with a right to be converted into an elective body by the Legislature, after four years; also, an Assembly of thirty-eight, of which five represent Bloemfontein.	[448, 926, 587, 1052]
article-headline: FREE ART GALLERY.	[301, 1556, 434, 1571]
paragraph: The newspapers hope that risks are minimised after General Botha's speeches, and the fact that such a typical Afrikander as Mr Smuts (Colonial Secretary for the Transvaal) has now drafted an Education Bill.	[448, 1179, 587, 1260]
divider	[758, 1371, 881, 1372]
cable-news-banner: CABLE NEWS.	[750, 49, 933, 78]
received-time: Received June 12, 8.50 a.m.	[313, 266, 422, 277]
paragraph: This Bill is welcomed by the whole of the Transvaal press. It seeks to make a thorough knowledge of English universal and withdraws patronage from separatist Dutch schools.	[448, 1260, 587, 1329]
article-subheading: COMMENTS BY SIR J. G. WARD.	[612, 706, 725, 728]
received-time: Received June 12, 10.41 a.m.	[612, 133, 725, 144]
